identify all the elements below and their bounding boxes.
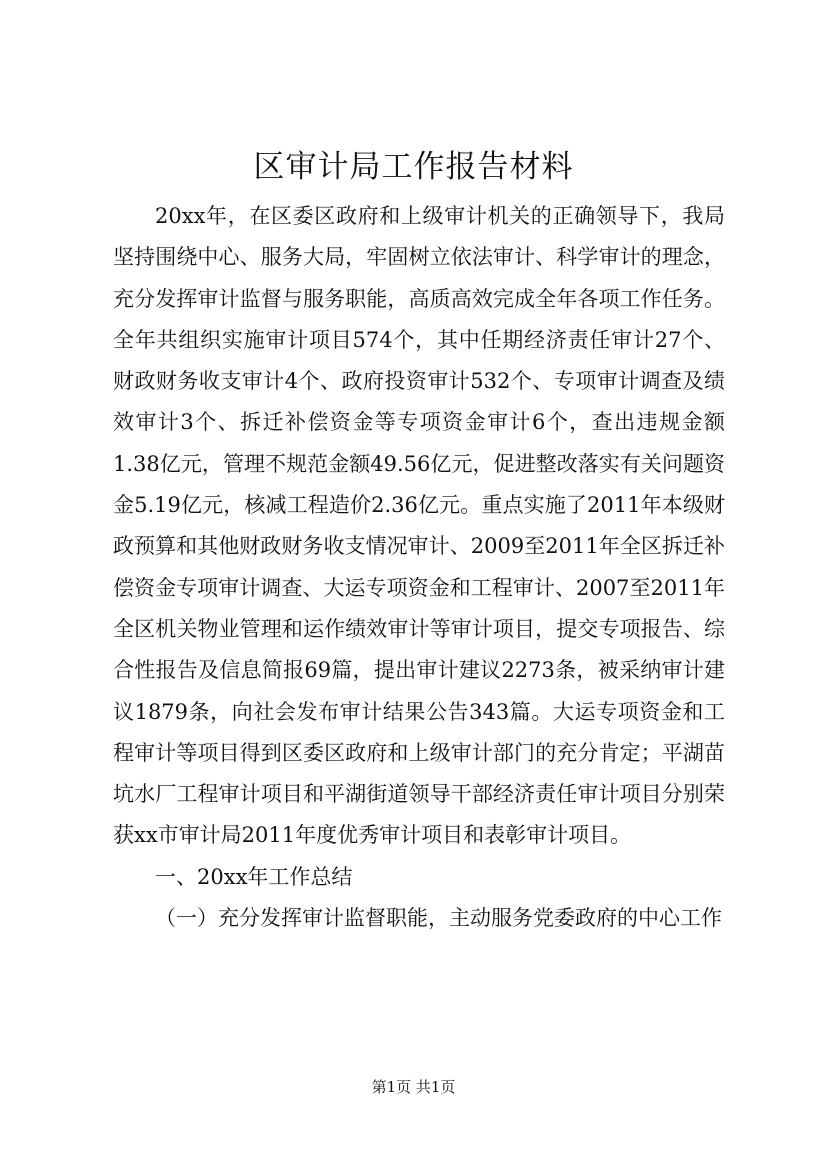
- body-paragraph: 20xx年，在区委区政府和上级审计机关的正确领导下，我局坚持围绕中心、服务大局，牢固树立依法审计、科学审计的理念，充分发挥审计监督与服务职能，高质高效完成全年各项工作任务。全年共组织实施审计项目574个，其中任期经济责任审计27个、财政财务收支审计4个、政府投资审计532个、专项审计调查及绩效审计3个、拆迁补偿资金等专项资金审计6个，查出违规金额1.38亿元，管理不规范金额49.56亿元，促进整改落实有关问题资金5.19亿元，核减工程造价2.36亿元。重点实施了2011年本级财政预算和其他财政财务收支情况审计、2009至2011年全区拆迁补偿资金专项审计调查、大运专项资金和工程审计、2007至2011年全区机关物业管理和运作绩效审计等审计项目，提交专项报告、综合性报告及信息简报69篇，提出审计建议2273条，被采纳审计建议1879条，向社会发布审计结果公告343篇。大运专项资金和工程审计等项目得到区委区政府和上级审计部门的充分肯定；平湖苗坑水厂工程审计项目和平湖街道领导干部经济责任审计项目分别荣获xx市审计局2011年度优秀审计项目和表彰审计项目。: [113, 204, 725, 848]
- document-body: [113, 196, 725, 939]
- page-footer: 第1页 共1页: [371, 1078, 456, 1096]
- document-title: 区审计局工作报告材料: [253, 149, 574, 185]
- subsection-heading: （一）充分发挥审计监督职能，主动服务党委政府的中心工作: [155, 906, 722, 931]
- section-heading: 一、20xx年工作总结: [155, 864, 353, 889]
